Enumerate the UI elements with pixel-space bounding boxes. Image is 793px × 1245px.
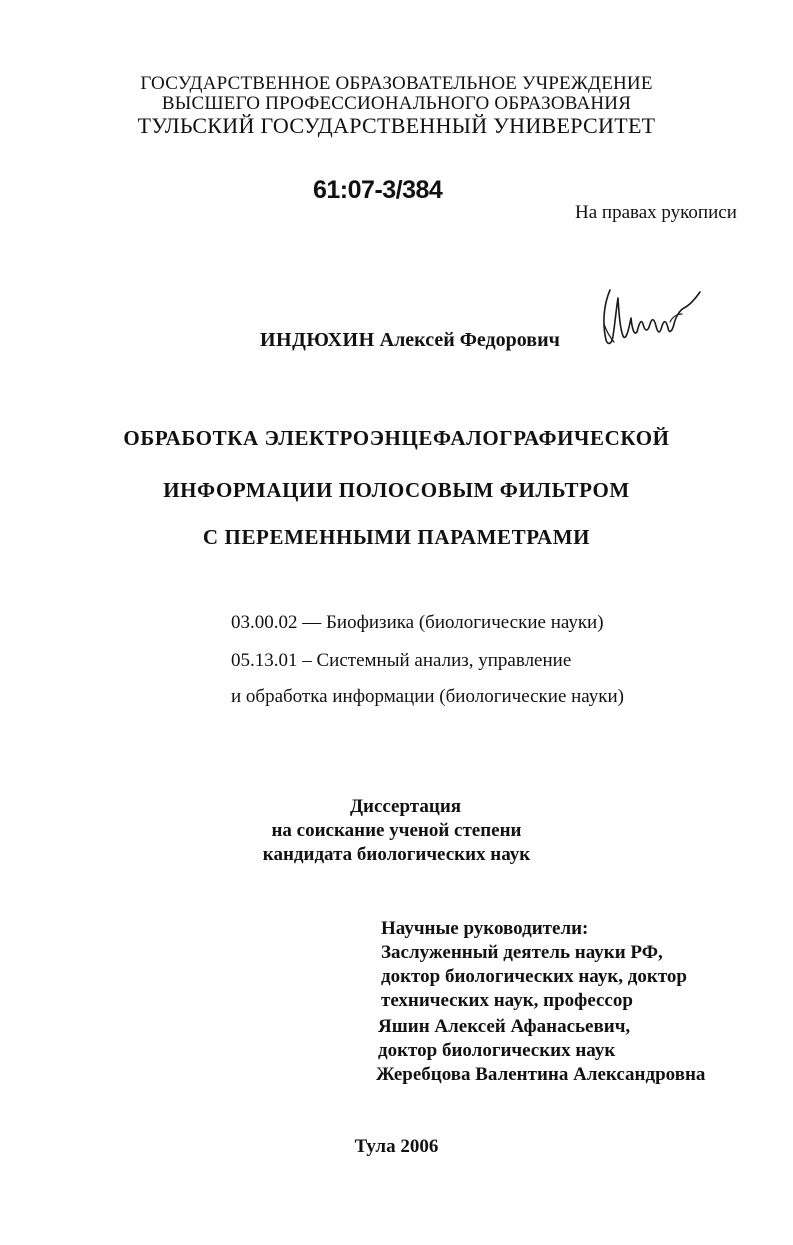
author-name [260,329,560,352]
city-year: Тула 2006 [354,1136,439,1157]
dissertation-degree-line-1: на соискание ученой степени [271,820,522,841]
dissertation-label: Диссертация [349,796,462,817]
thesis-title-line-3: С ПЕРЕМЕННЫМИ ПАРАМЕТРАМИ [202,525,591,549]
supervisors-heading: Научные руководители: [381,918,589,939]
supervisor-line: технических наук, профессор [381,990,633,1011]
author-surname: ИНДЮХИН [260,329,375,351]
specialty-line-3: и обработка информации (биологические науки) [231,686,624,707]
institution-line-1: ГОСУДАРСТВЕННОЕ ОБРАЗОВАТЕЛЬНОЕ УЧРЕЖДЕНИЕ [140,73,653,94]
supervisor-line: Яшин Алексей Афанасьевич, [378,1016,631,1037]
supervisor-line: доктор биологических наук [378,1040,616,1061]
specialty-line-2: 05.13.01 – Системный анализ, управление [231,650,572,671]
signature-icon [596,284,706,359]
dissertation-degree-line-2: кандидата биологических наук [262,844,531,865]
author-given-names: Алексей Федорович [379,329,560,351]
supervisor-line: Жеребцова Валентина Александровна [376,1064,706,1085]
catalog-code: 61:07-3/384 [313,176,443,204]
institution-line-2: ВЫСШЕГО ПРОФЕССИОНАЛЬНОГО ОБРАЗОВАНИЯ [161,93,632,114]
institution-line-3: ТУЛЬСКИЙ ГОСУДАРСТВЕННЫЙ УНИВЕРСИТЕТ [137,113,656,138]
manuscript-rights: На правах рукописи [575,202,737,223]
supervisor-line: доктор биологических наук, доктор [381,966,687,987]
supervisor-line: Заслуженный деятель науки РФ, [381,942,663,963]
thesis-title-line-1: ОБРАБОТКА ЭЛЕКТРОЭНЦЕФАЛОГРАФИЧЕСКОЙ [123,426,670,450]
thesis-title-line-2: ИНФОРМАЦИИ ПОЛОСОВЫМ ФИЛЬТРОМ [163,478,630,502]
specialty-line-1: 03.00.02 — Биофизика (биологические науки) [231,612,604,633]
